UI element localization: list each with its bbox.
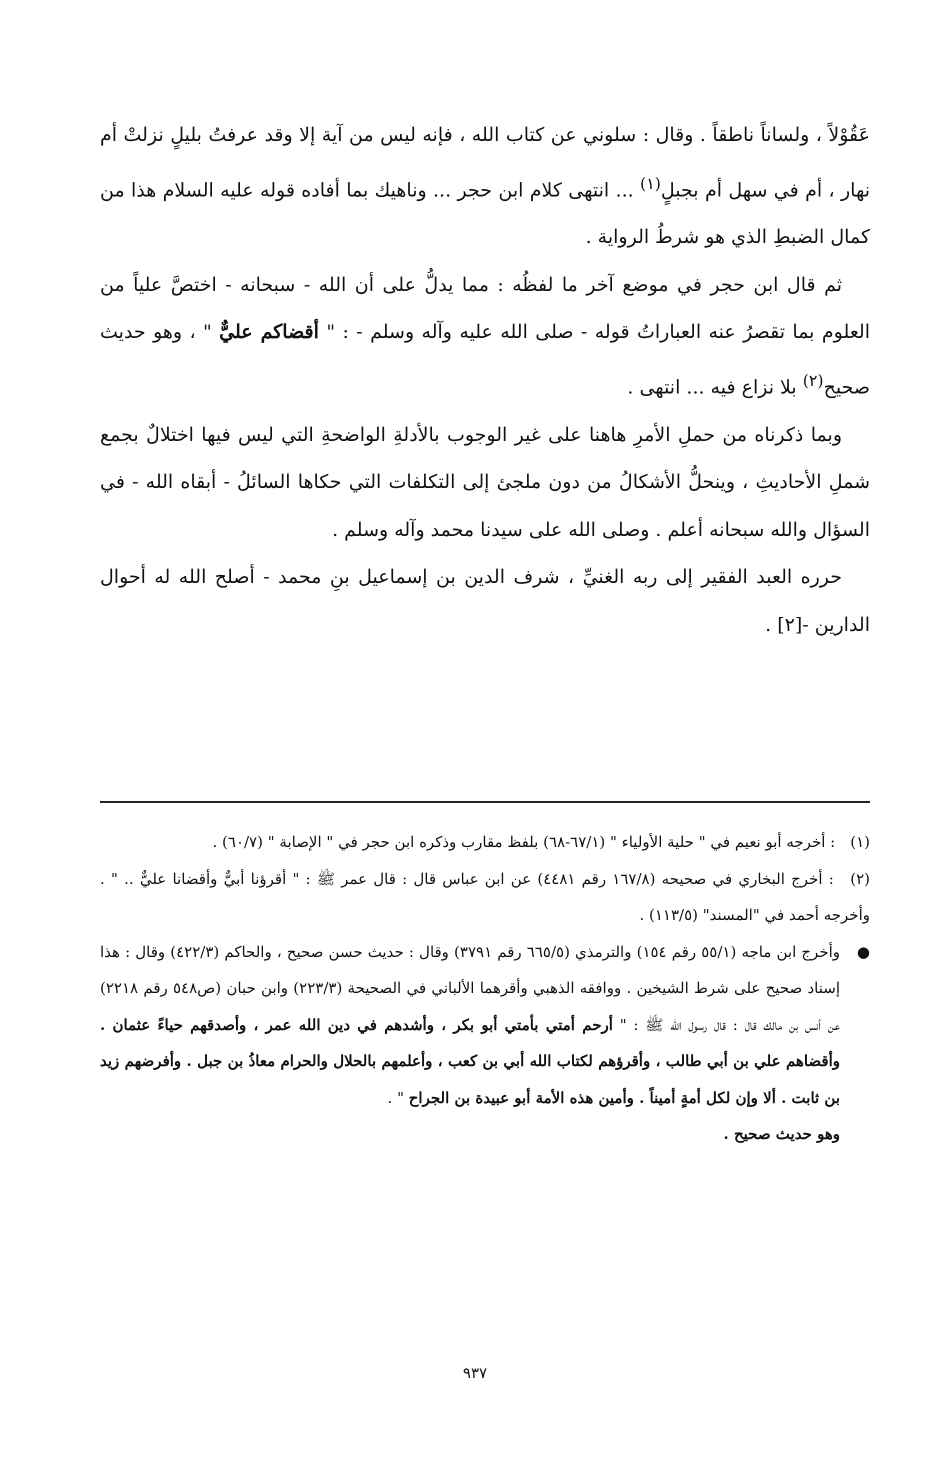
paragraph-2-text: ثم قال ابن حجر في موضع آخر ما لفظُه : مما يدلُّ على أن الله - سبحانه - اختصَّ علياً من العلوم بما تقصرُ عنه العباراتُ قوله - صلى الله عليه وآله وسلم - : " (100, 273, 870, 344)
paragraph-1-end: ... انتهى كلام ابن حجر ... وناهيك بما أفاده قوله عليه السلام هذا من كمال الضبطِ الذي هو شرطُ الرواية . (100, 178, 870, 249)
bullet-icon: ● (856, 942, 870, 961)
main-text (100, 112, 870, 649)
footnote-divider (100, 801, 870, 803)
footnote-hadith-bold: أرحم أمتي بأمتي أبو بكر ، وأشدهم في دين الله عمر ، وأصدقهم حياءً عثمان . وأقضاهم علي بن أبي طالب ، وأقرؤهم لكتاب الله أبي بن كعب ، وأعلمهم بالحلال والحرام معاذُ بن جبل . وأفرضهم زيد بن ثابت . ألا وإن لكل أمةٍ أميناً . وأمين هذه الأمة أبو عبيدة بن الجراح (100, 1015, 840, 1107)
footnote-2 (100, 861, 870, 934)
paragraph-2-mid: " ، وهو حديث صحيح (100, 321, 870, 399)
paragraph-2-end: بلا نزاع فيه ... انتهى . (627, 376, 803, 399)
paragraph-3: وبما ذكرناه من حملِ الأمرِ هاهنا على غير الوجوب بالأدلةِ الواضحةِ التي ليس فيها اختلالٌ بجمع شملِ الأحاديثِ ، وينحلُّ الأشكالُ من دون ملجئ إلى التكلفات التي حكاها السائلُ - أبقاه الله - في السؤال والله سبحانه أعلم . وصلى الله على سيدنا محمد وآله وسلم . (100, 423, 870, 541)
footnote-ref-1: (١) (640, 173, 661, 193)
footnote-bullet-text: وأخرج ابن ماجه (٥٥/١ رقم ١٥٤) والترمذي (٦٦٥/٥ رقم ٣٧٩١) وقال : حديث حسن صحيح ، والحاكم (٤٢٢/٣) وقال : هذا إسناد صحيح على شرط الشيخين . ووافقه الذهبي وأقرهما الألباني في الصحيحة (٢٢٣/٣) وابن حبان (ص٥٤٨ رقم ٢٢١٨) عن أنس بن مالك قال : قال رسول الله ﷺ : " (100, 942, 841, 1034)
footnote-2-text: : أخرج البخاري في صحيحه (١٦٧/٨ رقم ٤٤٨١) عن ابن عباس قال : قال عمر ﷺ : " أقرؤنا أبيٌّ وأقضانا عليٌّ .. " . وأخرجه أحمد في "المسند" (١١٣/٥) . (100, 869, 870, 924)
footnote-bullet-close: " . (387, 1088, 404, 1107)
paragraph-4: حرره العبد الفقير إلى ربه الغنيِّ ، شرف الدين بن إسماعيل بنِ محمد - أصلح الله له أحوال الدارين -[٢] . (100, 566, 870, 636)
paragraph-1-text: عَقُوْلاً ، ولساناً ناطقاً . وقال : سلوني عن كتاب الله ، فإنه ليس من آية إلا وقد عرفتُ بليلٍ نزلتْ أم نهار ، أم في سهل أم بجبلٍ (100, 124, 870, 201)
footnote-bullet (100, 934, 870, 1117)
footnote-1-number: (١) (850, 833, 870, 851)
page-number: ٩٣٧ (462, 1364, 488, 1382)
paragraph-1 (100, 112, 870, 262)
footnote-1 (100, 824, 870, 861)
footnotes (100, 824, 870, 1153)
footnote-verdict: وهو حديث صحيح . (723, 1125, 840, 1143)
footnote-2-number: (٢) (850, 869, 870, 888)
footnote-ref-2: (٢) (802, 370, 824, 390)
hadith-bold: أقضاكم عليٌّ (219, 321, 319, 344)
footnote-1-text: : أخرجه أبو نعيم في " حلية الأولياء " (٦٧/١-٦٨) بلفظ مقارب وذكره ابن حجر في " الإصابة " (٦٠/٧) . (212, 833, 836, 851)
paragraph-2 (100, 262, 870, 412)
